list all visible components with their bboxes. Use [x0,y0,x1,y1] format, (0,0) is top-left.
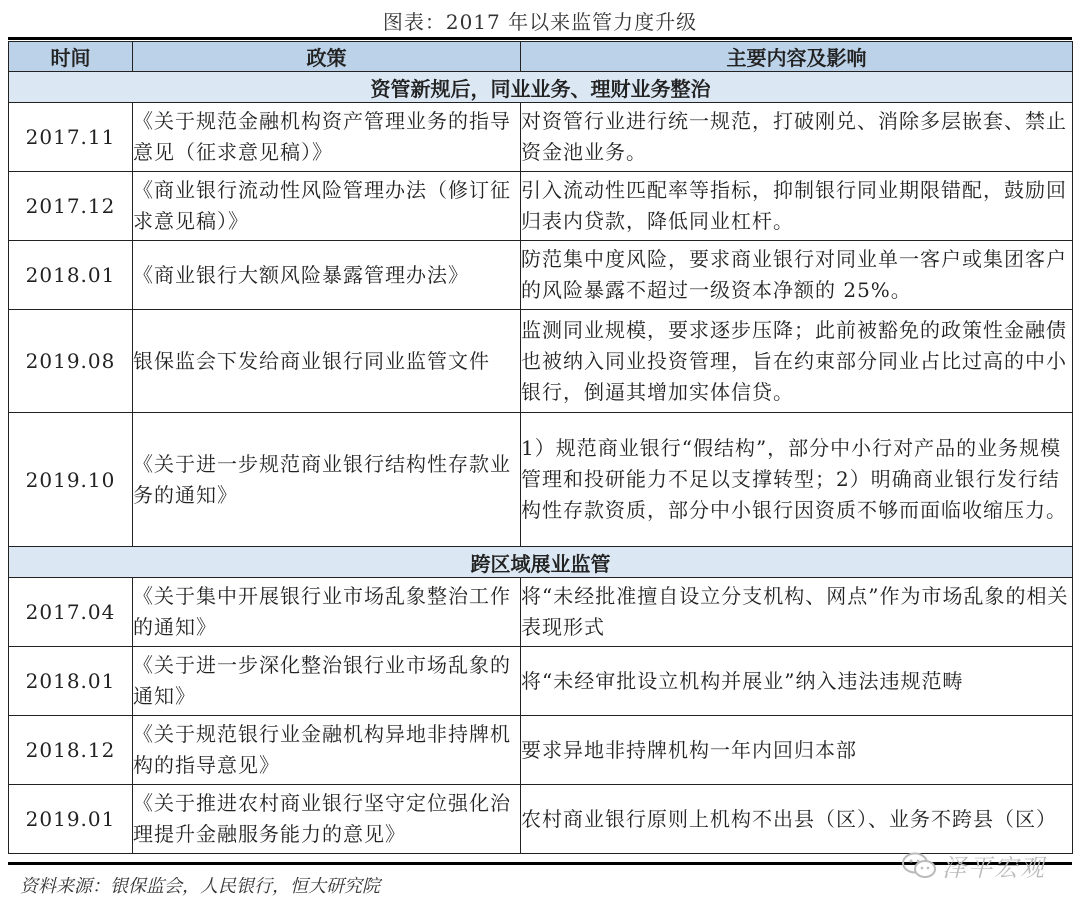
row-time: 2018.01 [9,241,133,310]
row-content: 农村商业银行原则上机构不出县（区）、业务不跨县（区） [521,785,1073,854]
row-content: 引入流动性匹配率等指标，抑制银行同业期限错配，鼓励回归表内贷款，降低同业杠杆。 [521,172,1073,241]
row-content: 要求异地非持牌机构一年内回归本部 [521,716,1073,785]
table-header-row [9,42,1073,72]
table-row [9,578,1073,647]
row-policy: 《商业银行流动性风险管理办法（修订征求意见稿）》 [133,172,521,241]
header-time: 时间 [9,42,133,72]
header-policy: 政策 [133,42,521,72]
source-note: 资料来源：银保监会，人民银行，恒大研究院 [20,876,380,897]
row-time: 2019.10 [9,413,133,547]
section-header-interbank: 资管新规后，同业业务、理财业务整治 [9,72,1073,103]
table-row [9,785,1073,854]
policy-table [8,41,1073,854]
row-time: 2018.01 [9,647,133,716]
table-row [9,103,1073,172]
row-time: 2017.12 [9,172,133,241]
watermark [902,848,1046,883]
section-header-cross-region: 跨区域展业监管 [9,547,1073,578]
table-row [9,413,1073,547]
row-policy: 《关于进一步规范商业银行结构性存款业务的通知》 [133,413,521,547]
row-time: 2019.01 [9,785,133,854]
row-content: 1）规范商业银行“假结构”，部分中小行对产品的业务规模管理和投研能力不足以支撑转型；2）明确商业银行发行结构性存款资质，部分中小银行因资质不够而面临收缩压力。 [521,413,1073,547]
row-content: 监测同业规模，要求逐步压降；此前被豁免的政策性金融债也被纳入同业投资管理，旨在约束部分同业占比过高的中小银行，倒逼其增加实体信贷。 [521,310,1073,413]
table-row [9,172,1073,241]
watermark-text: 泽平宏观 [942,854,1046,882]
table-row [9,647,1073,716]
table-row [9,310,1073,413]
table-row [9,241,1073,310]
row-content: 将“未经审批设立机构并展业”纳入违法违规范畴 [521,647,1073,716]
table-row [9,716,1073,785]
row-content: 防范集中度风险，要求商业银行对同业单一客户或集团客户的风险暴露不超过一级资本净额的 25%。 [521,241,1073,310]
row-policy: 《关于规范银行业金融机构异地非持牌机构的指导意见》 [133,716,521,785]
top-rule [8,37,1072,40]
row-time: 2017.11 [9,103,133,172]
row-time: 2018.12 [9,716,133,785]
row-policy: 《关于进一步深化整治银行业市场乱象的通知》 [133,647,521,716]
row-content: 对资管行业进行统一规范，打破刚兑、消除多层嵌套、禁止资金池业务。 [521,103,1073,172]
row-policy: 《关于规范金融机构资产管理业务的指导意见（征求意见稿）》 [133,103,521,172]
row-policy: 《关于推进农村商业银行坚守定位强化治理提升金融服务能力的意见》 [133,785,521,854]
row-policy: 银保监会下发给商业银行同业监管文件 [133,310,521,413]
row-policy: 《商业银行大额风险暴露管理办法》 [133,241,521,310]
row-content: 将“未经批准擅自设立分支机构、网点”作为市场乱象的相关表现形式 [521,578,1073,647]
page-title: 图表：2017 年以来监管力度升级 [382,10,698,34]
row-time: 2017.04 [9,578,133,647]
header-content: 主要内容及影响 [521,42,1073,72]
wechat-icon [902,852,936,880]
row-policy: 《关于集中开展银行业市场乱象整治工作的通知》 [133,578,521,647]
row-time: 2019.08 [9,310,133,413]
